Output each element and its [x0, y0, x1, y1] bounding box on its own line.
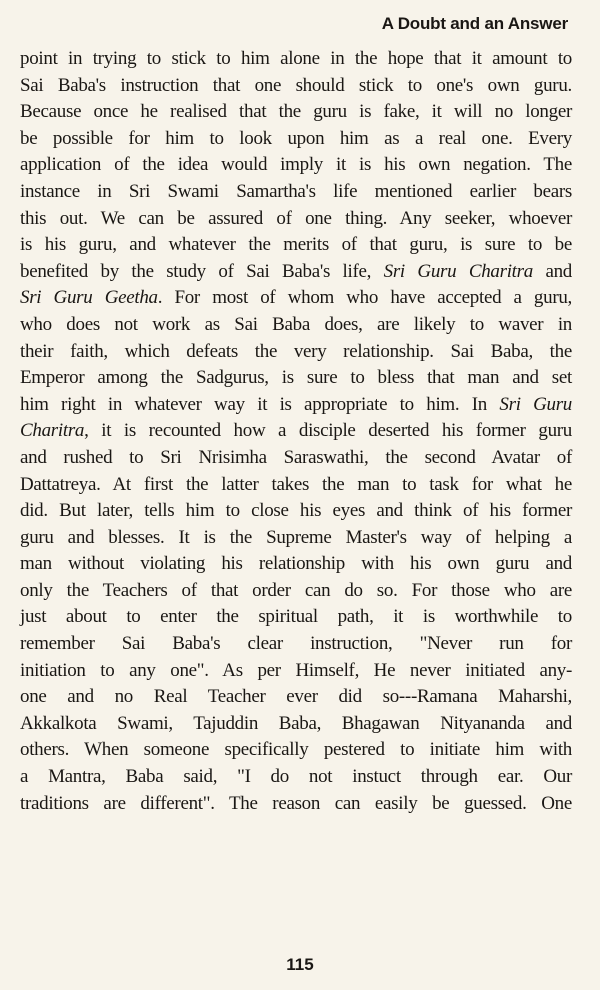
- text-line: [20, 472, 572, 499]
- text-segment: a Mantra, Baba said, "I do not instuct through ear. Our: [20, 766, 572, 788]
- italic-title: Charitra: [20, 420, 85, 442]
- text-segment: traditions are different". The reason can easily be guessed. One: [20, 792, 572, 814]
- text-line: [20, 498, 572, 525]
- text-segment: remember Sai Baba's clear instruction, "Never run for: [20, 633, 572, 655]
- text-line: [20, 152, 572, 179]
- text-segment: is his guru, and whatever the merits of that guru, is sure to be: [20, 234, 572, 256]
- text-segment: instance in Sri Swami Samartha's life mentioned earlier bears: [20, 180, 572, 202]
- text-line: [20, 392, 572, 419]
- text-segment: benefited by the study of Sai Baba's life,: [20, 260, 384, 282]
- text-segment: and: [532, 260, 573, 282]
- text-segment: who does not work as Sai Baba does, are likely to waver in: [20, 313, 572, 335]
- text-line: [20, 99, 572, 126]
- italic-title: Sri Guru Charitra: [383, 260, 533, 282]
- text-segment: him right in whatever way it is appropriate to him. In: [20, 393, 500, 415]
- text-line: [20, 737, 572, 764]
- text-segment: only the Teachers of that order can do so. For those who are: [20, 579, 572, 601]
- text-line: [20, 711, 572, 738]
- text-segment: point in trying to stick to him alone in the hope that it amount to: [20, 48, 572, 69]
- text-line: [20, 312, 572, 339]
- text-segment: did. But later, tells him to close his eyes and think of his former: [20, 500, 572, 522]
- text-line: [20, 232, 572, 259]
- page-number: 115: [286, 955, 314, 974]
- text-segment: guru and blesses. It is the Supreme Master's way of helping a: [20, 526, 572, 548]
- text-line: [20, 285, 572, 312]
- text-line: [20, 126, 572, 153]
- text-line: [20, 631, 572, 658]
- text-line: [20, 658, 572, 685]
- text-line: [20, 73, 572, 100]
- body-text: [20, 46, 572, 817]
- text-line: [20, 179, 572, 206]
- text-segment: . For most of whom who have accepted a guru,: [157, 287, 573, 309]
- text-segment: one and no Real Teacher ever did so---Ramana Maharshi,: [20, 686, 572, 708]
- text-segment: others. When someone specifically pestered to initiate him with: [20, 739, 572, 761]
- text-line: [20, 259, 572, 286]
- text-line: [20, 684, 572, 711]
- text-segment: Because once he realised that the guru is fake, it will no longer: [20, 101, 572, 123]
- text-line: [20, 551, 572, 578]
- italic-title: Sri Guru Geetha: [20, 287, 158, 309]
- text-line: [20, 604, 572, 631]
- text-segment: just about to enter the spiritual path, it is worthwhile to: [20, 606, 572, 628]
- text-line: [20, 525, 572, 552]
- italic-title: Sri Guru: [499, 393, 572, 415]
- text-line: [20, 764, 572, 791]
- text-line: [20, 445, 572, 472]
- text-line: [20, 365, 572, 392]
- text-segment: be possible for him to look upon him as a real one. Every: [20, 127, 572, 149]
- text-segment: Emperor among the Sadgurus, is sure to bless that man and set: [20, 367, 572, 389]
- text-segment: man without violating his relationship with his own guru and: [20, 553, 572, 575]
- text-line: [20, 206, 572, 233]
- running-head: A Doubt and an Answer: [381, 14, 568, 33]
- text-segment: and rushed to Sri Nrisimha Saraswathi, the second Avatar of: [20, 446, 572, 468]
- text-segment: Akkalkota Swami, Tajuddin Baba, Bhagawan Nityananda and: [20, 712, 572, 734]
- text-segment: their faith, which defeats the very relationship. Sai Baba, the: [20, 340, 572, 362]
- text-segment: Dattatreya. At first the latter takes the man to task for what he: [20, 473, 572, 495]
- text-line: [20, 791, 572, 818]
- text-segment: , it is recounted how a disciple deserted his former guru: [84, 420, 572, 442]
- text-segment: this out. We can be assured of one thing. Any seeker, whoever: [20, 207, 572, 229]
- text-segment: application of the idea would imply it is his own negation. The: [20, 154, 572, 176]
- text-line: [20, 418, 572, 445]
- text-line: [20, 46, 572, 73]
- text-segment: initiation to any one". As per Himself, He never initiated any-: [20, 659, 572, 681]
- text-line: [20, 578, 572, 605]
- text-line: [20, 339, 572, 366]
- text-segment: Sai Baba's instruction that one should stick to one's own guru.: [20, 74, 572, 96]
